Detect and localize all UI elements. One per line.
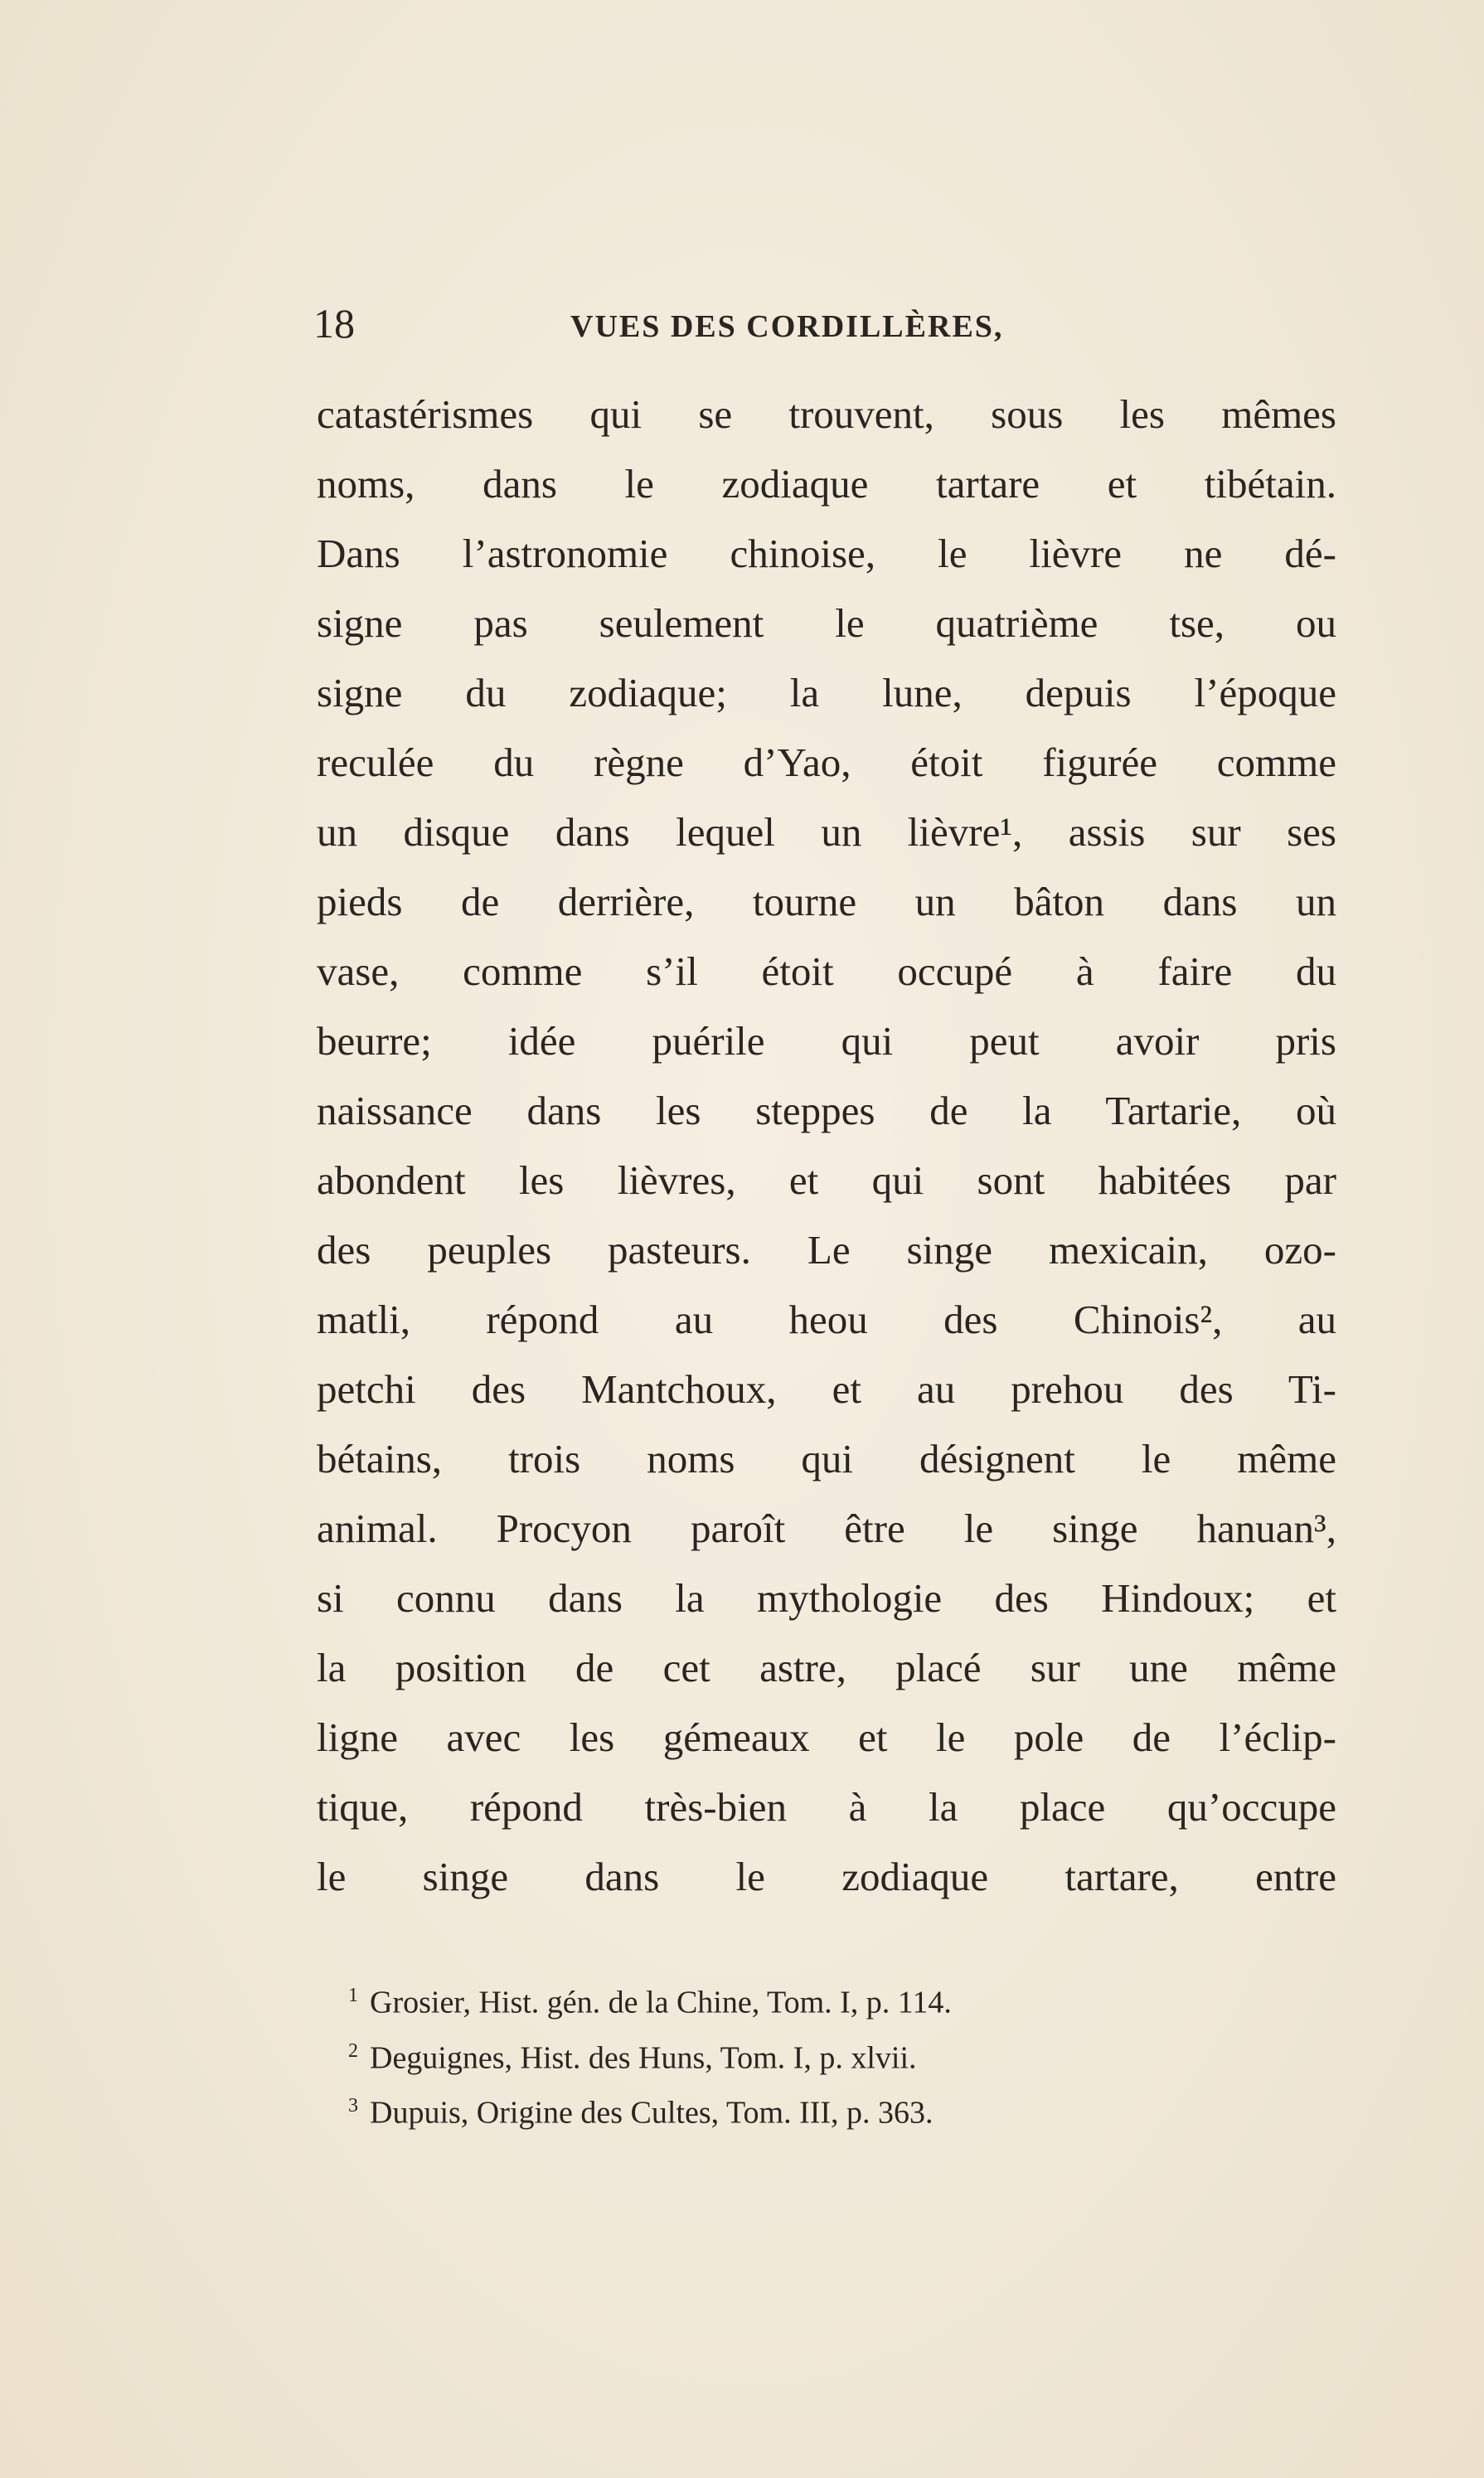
text-line: beurre; idée puérile qui peut avoir pris xyxy=(317,1018,1336,1064)
text-line: petchi des Mantchoux, et au prehou des Ti- xyxy=(317,1366,1336,1412)
text-line: ligne avec les gémeaux et le pole de l’éclip- xyxy=(317,1714,1336,1760)
text-line: catastérismes qui se trouvent, sous les mêmes xyxy=(317,391,1336,437)
text-line: abondent les lièvres, et qui sont habitées par xyxy=(317,1157,1336,1203)
footnotes xyxy=(348,1971,1343,2137)
footnote-mark: 2 xyxy=(348,2039,358,2062)
text-line: signe pas seulement le quatrième tse, ou xyxy=(317,600,1336,646)
text-line: Dans l’astronomie chinoise, le lièvre ne dé- xyxy=(317,531,1336,576)
text-line: un disque dans lequel un lièvre¹, assis sur ses xyxy=(317,809,1336,855)
text-line: la position de cet astre, placé sur une même xyxy=(317,1645,1336,1690)
running-head: VUES DES CORDILLÈRES, xyxy=(570,309,1004,344)
text-line: matli, répond au heou des Chinois², au xyxy=(317,1297,1336,1342)
text-line: noms, dans le zodiaque tartare et tibétain. xyxy=(317,461,1336,507)
text-line: reculée du règne d’Yao, étoit figurée comme xyxy=(317,740,1336,785)
text-line: tique, répond très-bien à la place qu’occupe xyxy=(317,1784,1336,1830)
footnote xyxy=(348,1971,1343,2027)
text-line: des peuples pasteurs. Le singe mexicain, ozo- xyxy=(317,1227,1336,1273)
page-number: 18 xyxy=(313,300,355,347)
footnote-mark: 1 xyxy=(348,1985,358,2006)
text-line: vase, comme s’il étoit occupé à faire du xyxy=(317,948,1336,994)
footnote-mark: 3 xyxy=(348,2095,358,2117)
body-text xyxy=(317,380,1336,1912)
footnote-text: Grosier, Hist. gén. de la Chine, Tom. I, p. 114. xyxy=(370,1985,952,2020)
page-header xyxy=(313,298,1093,348)
footnote xyxy=(348,2027,1343,2083)
text-line: le singe dans le zodiaque tartare, entre xyxy=(317,1854,1336,1899)
footnote-text: Deguignes, Hist. des Huns, Tom. I, p. xlvii. xyxy=(370,2040,917,2076)
footnote xyxy=(348,2082,1343,2137)
footnote-text: Dupuis, Origine des Cultes, Tom. III, p. 363. xyxy=(370,2095,934,2131)
text-line: bétains, trois noms qui désignent le même xyxy=(317,1436,1336,1481)
text-line: animal. Procyon paroît être le singe hanuan³, xyxy=(317,1506,1336,1551)
text-line: signe du zodiaque; la lune, depuis l’époque xyxy=(317,670,1336,715)
text-line: si connu dans la mythologie des Hindoux; et xyxy=(317,1575,1336,1621)
text-line: pieds de derrière, tourne un bâton dans un xyxy=(317,879,1336,924)
text-line: naissance dans les steppes de la Tartarie, où xyxy=(317,1088,1336,1133)
